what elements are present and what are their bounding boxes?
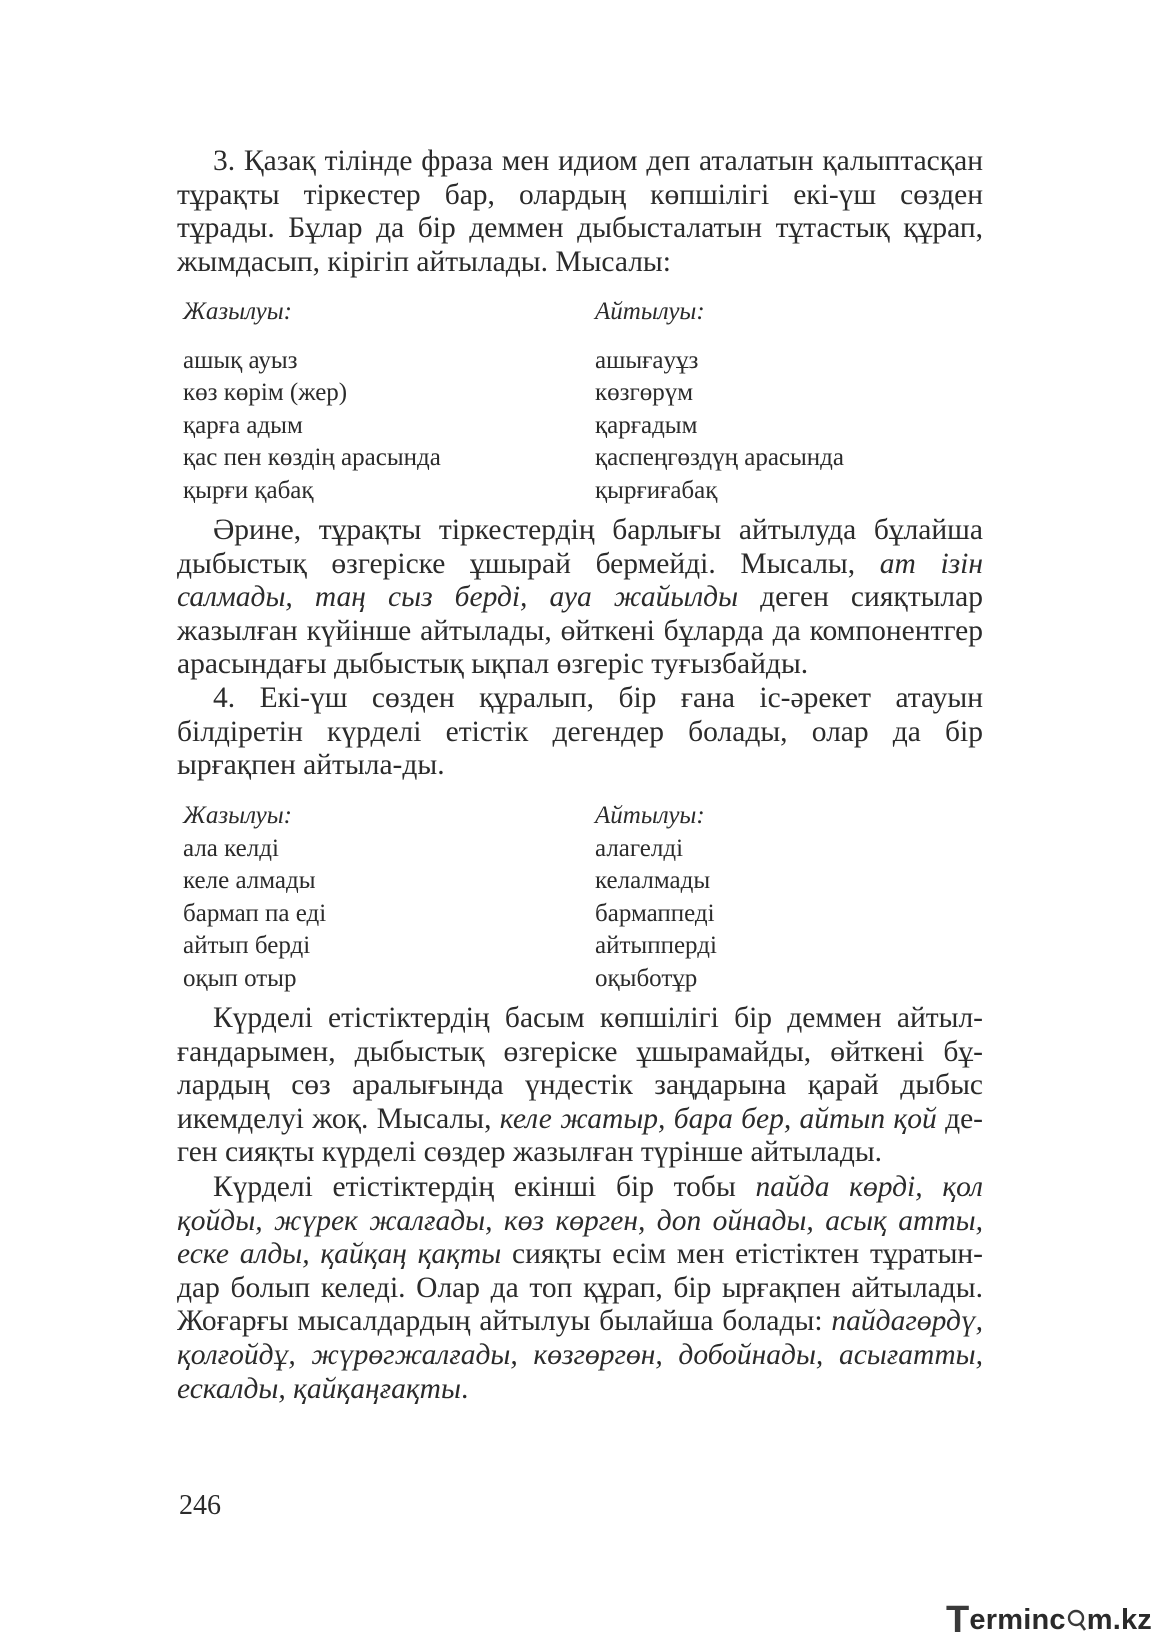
paragraph-text: 3. Қазақ тілінде фраза мен идиом деп аталатын қалыптасқан тұрақты тіркестер бар, олардың көпшілігі екі-үш сөзден тұрады. Бұлар да бір деммен дыбысталатын тұтастық құрап, жымдасып, кірігіп айтылады. Мысалы: [177, 145, 983, 278]
paragraph-text: . [460, 1372, 469, 1405]
written-form: оқып отыр [183, 964, 297, 992]
paragraph-text: Күрделі етістіктердің екінші бір тобы [213, 1171, 756, 1203]
example-table-phrases [183, 296, 943, 507]
spoken-form: оқыботұр [595, 964, 698, 992]
written-form: ала келді [183, 834, 279, 862]
paragraph-text: деген сияқтылар жазылған күйінше айтылады, өйткені бұларда да компонентгер арасындағы дыбыстық ықпал өзгеріс туғызбайды. [177, 581, 983, 681]
written-form: келе алмады [183, 867, 316, 894]
written-form: қырғи қабақ [183, 476, 314, 504]
spoken-form: айтыпперді [595, 932, 717, 959]
example-row [183, 963, 943, 996]
paragraph-phrases-intro [177, 145, 983, 279]
italic-example-text: ат ізін салмады, таң сыз берді, ауа жайылды [177, 547, 983, 614]
spoken-form: келалмады [595, 867, 711, 894]
paragraph-text: Әрине, тұрақты тіркестердің барлығы айтылуда бұлайша дыбыстық өзгеріске ұшырай бермейді. Мысалы, [177, 514, 983, 580]
written-form: айтып берді [183, 932, 311, 959]
spoken-form: қырғиғабақ [595, 476, 718, 504]
italic-example-text: пайдагөрдү, қолғойдұ, жүрөгжалғады, көзгөргөн, добойнады, асығатты, ескалды, қайқаңғақты [177, 1305, 983, 1405]
spoken-form: көзгөрүм [595, 379, 694, 406]
paragraph-verbs-unchanged [177, 1002, 983, 1170]
column-header-spoken: Айтылуы: [595, 298, 705, 325]
written-form: қарға адым [183, 411, 303, 439]
paragraph-text: 4. Екі-үш сөзден құралып, бір ғана іс-әрекет атауын білдіретін күрделі етістік дегендер болады, олар да бір ырғақпен айтыла-ды. [177, 682, 983, 782]
paragraph-text: де-ген сияқты күрделі сөздер жазылған түрінше айтылады. [177, 1102, 983, 1169]
table-header-row [183, 296, 943, 329]
example-row [183, 865, 943, 898]
example-row [183, 345, 943, 378]
column-header-written: Жазылуы: [183, 802, 293, 829]
column-header-spoken: Айтылуы: [595, 802, 705, 829]
written-form: көз көрім (жер) [183, 379, 348, 406]
paragraph-stable-phrases [177, 514, 983, 682]
paragraph-verbs-second-group [177, 1171, 983, 1406]
italic-example-text: келе жатыр, бара бер, айтып қой [499, 1102, 937, 1135]
spoken-form: алагелді [595, 834, 684, 862]
paragraph-text: Күрделі етістіктердің басым көпшілігі бір деммен айтыл-ғандарымен, дыбыстық өзгеріске ұшырамайды, өйткені бұ-лардың сөз аралығында үндестік заңдарына қарай дыбыс икемделуі жоқ. Мысалы, [177, 1002, 983, 1135]
written-form: қас пен көздің арасында [183, 444, 441, 471]
written-form: бармап па еді [183, 899, 327, 927]
column-header-written: Жазылуы: [183, 298, 293, 325]
paragraph-compound-verbs [177, 682, 983, 783]
watermark-suffix: m.kz [1086, 1603, 1153, 1636]
example-row [183, 898, 943, 931]
watermark-initial: T [946, 1598, 970, 1641]
example-row [183, 377, 943, 410]
spoken-form: қарғадым [595, 411, 698, 439]
spoken-form: қаспеңгөздүң арасында [595, 444, 844, 471]
table-header-row [183, 800, 943, 833]
example-row [183, 442, 943, 475]
spoken-form: ашығаyұз [595, 346, 699, 374]
example-row [183, 410, 943, 443]
magnifier-icon [1066, 1607, 1087, 1633]
written-form: ашық ауыз [183, 346, 298, 374]
italic-example-text: пайда көрді, қол қойды, жүрек жалғады, көз көрген, доп ойнады, асық атты, еске алды, қайқаң қақты [177, 1171, 983, 1271]
example-row [183, 930, 943, 963]
page-number: 246 [179, 1490, 221, 1521]
spoken-form: бармаппеді [595, 899, 715, 927]
paragraph-text: сияқты есім мен етістіктен тұратын-дар болып келеді. Олар да топ құрап, бір ырғақпен айтылады. Жоғарғы мысалдардың айтылуы былайша болады: [177, 1238, 984, 1338]
example-row [183, 833, 943, 866]
termincom-watermark-logo [946, 1598, 1153, 1641]
example-row [183, 475, 943, 508]
watermark-mid: erminc [969, 1603, 1066, 1636]
example-table-verbs [183, 800, 943, 995]
